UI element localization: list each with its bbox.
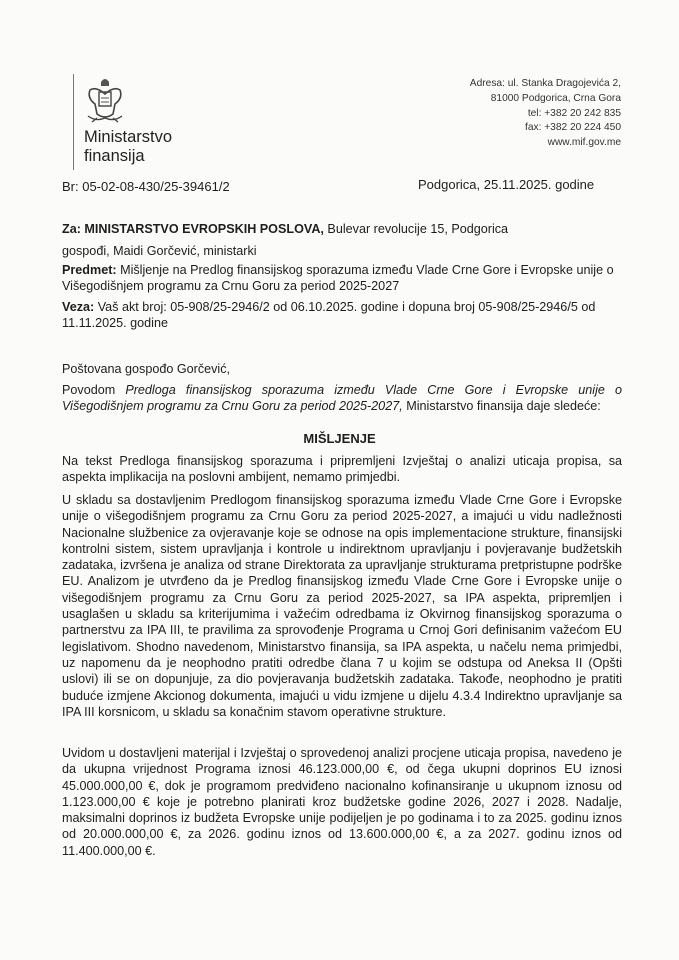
recipient-label: Za: xyxy=(62,222,81,236)
ministry-name xyxy=(84,128,172,166)
recipient-attention: gospođi, Maidi Gorčević, ministarki xyxy=(62,244,257,258)
coat-of-arms-emblem xyxy=(84,76,126,128)
ministry-name-line1: Ministarstvo xyxy=(84,128,173,146)
intro-italic: Predloga finansijskog sporazuma između Vlade Crne Gore i Evropske unije o Višegodišnjem programu za Crnu Goru za period 2025-2027, xyxy=(62,383,623,414)
recipient-address: Bulevar revolucije 15, Podgorica xyxy=(323,222,509,236)
address-website: www.mif.gov.me xyxy=(547,137,621,149)
salutation: Poštovana gospođo Gorčević, xyxy=(62,362,231,376)
address-city: 81000 Podgorica, Crna Gora xyxy=(490,92,621,104)
place-date: Podgorica, 25.11.2025. godine xyxy=(418,177,595,192)
reference-label: Veza: xyxy=(62,300,95,314)
opinion-heading: MIŠLJENJE xyxy=(303,431,376,446)
address-fax: fax: +382 20 224 450 xyxy=(524,122,621,134)
body-paragraph: Uvidom u dostavljeni materijal i Izvještaj o sprovedenoj analizi procjene uticaja propisa, navedeno je da ukupna vrijednost Programa iznosi 46.123.000,00 €, od čega ukupni doprinos EU iznosi 45.000.000,00 €, dok je programom predviđeno nacionalno kofinansiranje u ukupnom iznosu od 1.123.000,00 € koje je potrebno planirati kroz budžetske godine 2026, 2027 i 2028. Nadalje, maksimalni doprinos iz budžeta Evropske unije podijeljen je po godinama i to za 2025. godinu iznos od 20.000.000,00 €, za 2026. godinu iznos od 13.600.000,00 €, a za 2027. godinu iznos od 11.400.000,00 €. xyxy=(62,746,622,858)
recipient-line xyxy=(62,221,622,237)
reference-line xyxy=(62,299,622,332)
subject-label: Predmet: xyxy=(62,263,117,277)
subject xyxy=(62,262,622,295)
intro-paragraph xyxy=(62,382,622,415)
ministry-name-line2: finansija xyxy=(84,147,145,165)
letterhead-divider xyxy=(73,74,74,170)
address-block xyxy=(470,77,621,151)
body-paragraph: U skladu sa dostavljenim Predlogom finansijskog sporazuma između Vlade Crne Gore i Evropske unije o višegodišnjem programu za Crnu Goru za period 2025-2027, a imajući u vidu nadležnosti Nacionalne službenice za ovjeravanje koje se odnose na opis implementacione strukture, finansijski kontrolni sistem, sistem upravljanja i kontrole u indirektnom upravljanju i povjeravanje budžetskih zadataka, izvršena je analiza od strane Direktorata za upravljanje strukturama pretpristupne podrške EU. Analizom je utvrđeno da je Predlog finansijskog između Vlade Crne Gore i Evropske unije o višegodišnjem programu za Crnu Goru za period 2025-2027, sa IPA aspekta, pripremljen i usaglašen u skladu sa kriterijumima i važećim odredbama iz Okvirnog finansijskog sporazuma o partnerstvu za IPA III, te pravilima za sprovođenje Programa u Crnoj Gori definisanim važećom EU legislativom. Shodno navedenom, Ministarstvo finansija, sa IPA aspekta, u načelu nema primjedbi, uz napomenu da je neophodno pratiti odredbe člana 7 u kojim se odstupa od Aneksa II (Opšti uslovi) ili se on dopunjuje, za dio povjeravanja budžetskih zadataka. Takođe, neophodno je pratiti buduće izmjene Akcionog dokumenta, imajući u vidu izmjene u dijelu 4.3.4 Indirektno upravljanje sa IPA III korsnicom, u skladu sa konačnim stavom operativne strukture. xyxy=(62,493,622,719)
intro-post: Ministarstvo finansija daje sledeće: xyxy=(402,399,601,414)
recipient-name: MINISTARSTVO EVROPSKIH POSLOVA, xyxy=(84,222,324,236)
address-street: Adresa: ul. Stanka Dragojevića 2, xyxy=(469,78,621,89)
subject-text: Mišljenje na Predlog finansijskog sporazuma između Vlade Crne Gore i Evropske unije o Višegodišnjem programu za Crnu Goru za period 2025-2027 xyxy=(62,263,614,294)
intro-pre: Povodom xyxy=(62,383,126,397)
body-paragraph: Na tekst Predloga finansijskog sporazuma i pripremljeni Izvještaj o analizi uticaja propisa, sa aspekta implikacija na poslovni ambijent, nemamo primjedbi. xyxy=(62,454,622,485)
reference-number: Br: 05-02-08-430/25-39461/2 xyxy=(62,179,230,194)
reference-text: Vaš akt broj: 05-908/25-2946/2 od 06.10.2025. godine i dopuna broj 05-908/25-2946/5 od 11.11.2025. godine xyxy=(62,300,596,331)
address-phone: tel: +382 20 242 835 xyxy=(527,107,621,119)
